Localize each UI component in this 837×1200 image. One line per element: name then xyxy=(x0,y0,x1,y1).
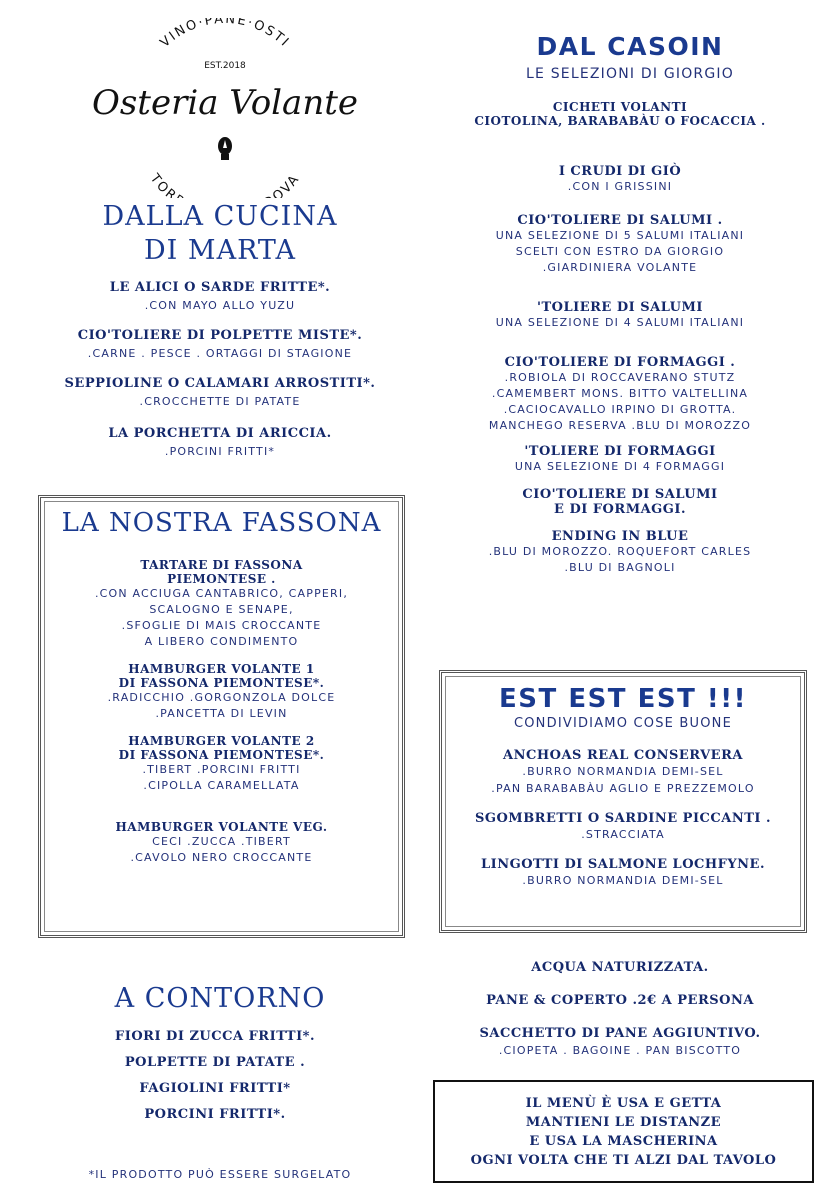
item-name-cont: DI FASSONA PIEMONTESE*. xyxy=(118,676,325,690)
item-desc: .PORCINI FRITTI* xyxy=(164,445,276,458)
item-desc: .CON MAYO ALLO YUZU xyxy=(144,299,296,312)
item-desc: .CON ACCIUGA CANTABRICO, CAPPERI, xyxy=(94,587,349,600)
item-name: 'TOLIERE DI SALUMI xyxy=(537,300,703,315)
notice-line: OGNI VOLTA CHE TI ALZI DAL TAVOLO xyxy=(470,1153,777,1168)
item-desc: SCALOGNO E SENAPE, xyxy=(149,603,294,616)
menu-item xyxy=(38,820,405,866)
footnote: *IL PRODOTTO PUÒ ESSERE SURGELATO xyxy=(88,1168,352,1181)
fassona-title: LA NOSTRA FASSONA xyxy=(61,508,382,538)
item-desc: .PAN BARABABÀU AGLIO E PREZZEMOLO xyxy=(491,782,755,795)
item-desc: .ROBIOLA DI ROCCAVERANO STUTZ xyxy=(504,371,736,384)
est-list xyxy=(439,748,807,889)
menu-item xyxy=(10,328,430,376)
item-name-cont: PIEMONTESE . xyxy=(167,572,276,586)
sacchetto-line: SACCHETTO DI PANE AGGIUNTIVO. xyxy=(479,1026,761,1041)
menu-item xyxy=(420,300,820,331)
item-name: SEPPIOLINE O CALAMARI ARROSTITI*. xyxy=(64,376,376,391)
menu-item xyxy=(420,529,820,576)
item-name: CIO'TOLIERE DI POLPETTE MISTE*. xyxy=(77,328,363,343)
casoin-list xyxy=(420,164,820,576)
menu-item xyxy=(420,487,820,517)
menu-item xyxy=(420,164,820,195)
fassona-list xyxy=(38,558,405,866)
casoin-title: DAL CASOIN xyxy=(536,32,724,61)
item-desc: .TIBERT .PORCINI FRITTI xyxy=(142,763,301,776)
notice-line: E USA LA MASCHERINA xyxy=(529,1134,718,1149)
item-name: CIO'TOLIERE DI SALUMI xyxy=(522,487,718,502)
cucina-list xyxy=(10,280,430,458)
item-desc: .CARNE . PESCE . ORTAGGI DI STAGIONE xyxy=(87,347,353,360)
menu-item xyxy=(38,734,405,794)
menu-item xyxy=(10,280,430,328)
contorno-title: A CONTORNO xyxy=(114,983,326,1014)
menu-item xyxy=(439,811,807,843)
menu-item xyxy=(10,376,430,426)
contorno-list xyxy=(40,1024,390,1128)
menu-item xyxy=(439,857,807,889)
item-name: HAMBURGER VOLANTE VEG. xyxy=(115,820,328,834)
item-desc: .STRACCIATA xyxy=(581,828,665,841)
logo-name: Osteria Volante xyxy=(91,83,359,123)
menu-item xyxy=(420,355,820,434)
item-name: LINGOTTI DI SALMONE LOCHFYNE. xyxy=(481,857,765,872)
item-name: LA PORCHETTA DI ARICCIA. xyxy=(108,426,332,441)
item-name-cont: CIOTOLINA, BARABABÀU O FOCACCIA . xyxy=(474,114,766,128)
item-desc: UNA SELEZIONE DI 5 SALUMI ITALIANI xyxy=(495,229,745,242)
acqua-line: ACQUA NATURIZZATA. xyxy=(531,960,709,975)
item-desc: .CACIOCAVALLO IRPINO DI GROTTA. xyxy=(503,403,737,416)
logo-arc-top: VINO·PANE·OSTI xyxy=(157,18,293,51)
notice-line: MANTIENI LE DISTANZE xyxy=(525,1115,722,1130)
contorno-item: POLPETTE DI PATATE . xyxy=(124,1055,306,1070)
item-desc: .GIARDINIERA VOLANTE xyxy=(542,261,698,274)
item-desc: MANCHEGO RESERVA .BLU DI MOROZZO xyxy=(488,419,752,432)
item-name: CIO'TOLIERE DI FORMAGGI . xyxy=(504,355,736,370)
pane-coperto-line: PANE & COPERTO .2€ A PERSONA xyxy=(486,993,754,1008)
item-desc: .BLU DI MOROZZO. ROQUEFORT CARLES xyxy=(488,545,752,558)
contorno-item: FIORI DI ZUCCA FRITTI*. xyxy=(115,1029,315,1044)
logo-est: EST.2018 xyxy=(204,61,246,71)
item-name: CIO'TOLIERE DI SALUMI . xyxy=(517,213,723,228)
menu-item xyxy=(38,662,405,722)
item-name: 'TOLIERE DI FORMAGGI xyxy=(524,444,716,459)
menu-item xyxy=(420,444,820,475)
cucina-title xyxy=(40,200,400,268)
item-name: HAMBURGER VOLANTE 1 xyxy=(128,662,315,676)
contorno-item: PORCINI FRITTI*. xyxy=(144,1107,286,1122)
logo-graphic xyxy=(80,18,370,198)
item-desc: A LIBERO CONDIMENTO xyxy=(144,635,299,648)
cucina-title-line2: DI MARTA xyxy=(144,235,296,266)
item-name: LE ALICI O SARDE FRITTE*. xyxy=(109,280,331,295)
est-subtitle: CONDIVIDIAMO COSE BUONE xyxy=(513,716,733,731)
item-name: HAMBURGER VOLANTE 2 xyxy=(128,734,315,748)
item-desc: UNA SELEZIONE DI 4 FORMAGGI xyxy=(514,460,726,473)
cucina-title-line1: DALLA CUCINA xyxy=(102,201,338,232)
item-name: ANCHOAS REAL CONSERVERA xyxy=(503,748,743,763)
item-desc: .SFOGLIE DI MAIS CROCCANTE xyxy=(121,619,322,632)
bulb-icon xyxy=(218,137,232,160)
notice-line: IL MENÙ È USA E GETTA xyxy=(525,1096,722,1111)
extras xyxy=(420,960,820,1057)
item-desc: SCELTI CON ESTRO DA GIORGIO xyxy=(515,245,725,258)
item-name: SGOMBRETTI O SARDINE PICCANTI . xyxy=(474,811,772,826)
item-desc: .CAMEMBERT MONS. BITTO VALTELLINA xyxy=(491,387,749,400)
sacchetto-desc: .CIOPETA . BAGOINE . PAN BISCOTTO xyxy=(498,1044,742,1057)
item-desc: .BURRO NORMANDIA DEMI-SEL xyxy=(522,874,724,887)
item-name: I CRUDI DI GIÒ xyxy=(558,164,682,179)
item-desc: .BURRO NORMANDIA DEMI-SEL xyxy=(522,765,724,778)
menu-item xyxy=(38,558,405,650)
menu-item xyxy=(420,213,820,276)
menu-item xyxy=(10,426,430,458)
casoin-subtitle: LE SELEZIONI DI GIORGIO xyxy=(526,66,734,82)
item-desc: .BLU DI BAGNOLI xyxy=(564,561,676,574)
logo xyxy=(80,18,370,198)
item-name: TARTARE DI FASSONA xyxy=(140,558,303,572)
contorno-item: FAGIOLINI FRITTI* xyxy=(139,1081,291,1096)
item-name-cont: DI FASSONA PIEMONTESE*. xyxy=(118,748,325,762)
est-title: EST EST EST !!! xyxy=(499,684,747,714)
item-desc: .CAVOLO NERO CROCCANTE xyxy=(130,851,313,864)
notice-text xyxy=(433,1094,814,1170)
item-desc: .CIPOLLA CARAMELLATA xyxy=(143,779,300,792)
item-desc: .RADICCHIO .GORGONZOLA DOLCE xyxy=(107,691,336,704)
item-desc: .PANCETTA DI LEVIN xyxy=(155,707,288,720)
item-name-cont: E DI FORMAGGI. xyxy=(554,502,686,517)
item-desc: UNA SELEZIONE DI 4 SALUMI ITALIANI xyxy=(495,316,745,329)
item-name: ENDING IN BLUE xyxy=(551,529,689,544)
item-desc: .CON I GRISSINI xyxy=(567,180,673,193)
logo-arc-bottom: TOR OVA xyxy=(146,171,304,198)
item-desc: .CROCCHETTE DI PATATE xyxy=(139,395,301,408)
item-desc: CECI .ZUCCA .TIBERT xyxy=(152,835,291,848)
item-name: CICHETI VOLANTI xyxy=(552,100,688,114)
cicheti xyxy=(420,100,820,128)
menu-item xyxy=(439,748,807,797)
